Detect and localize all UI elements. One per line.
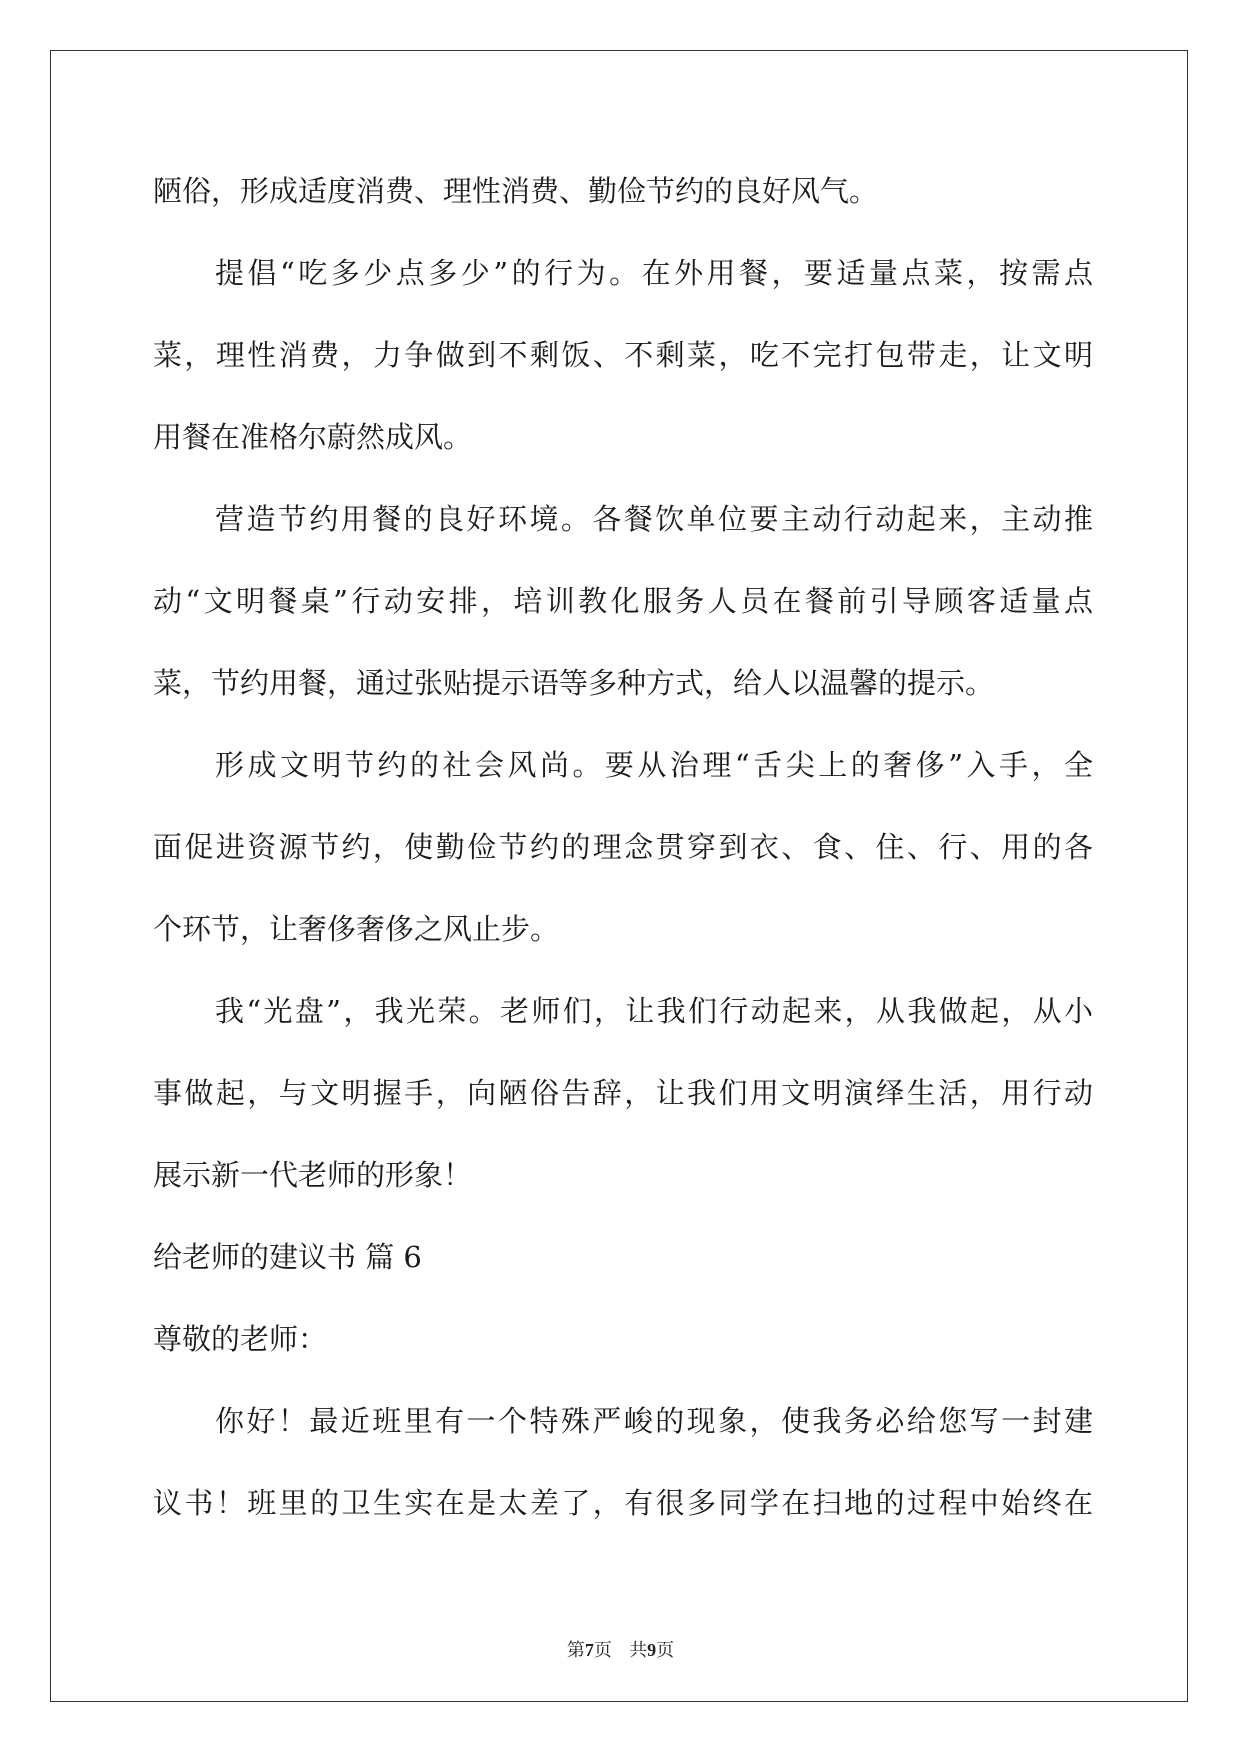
document-body [153,150,1093,1544]
text-line: 陋俗，形成适度消费、理性消费、勤俭节约的良好风气。 [153,174,879,208]
page-mid: 页 共 [593,1640,648,1661]
text-line: 我“光盘”，我光荣。老师们，让我们行动起来，从我做起，从小 [215,994,1093,1028]
section-heading: 给老师的建议书 篇 6 [153,1240,422,1274]
page-current: 7 [584,1640,594,1660]
text-line: 议书！班里的卫生实在是太差了，有很多同学在扫地的过程中始终在 [153,1486,1093,1520]
text-line: 个环节，让奢侈奢侈之风止步。 [153,912,560,946]
page-suffix: 页 [656,1640,675,1661]
page-prefix: 第 [566,1640,585,1661]
text-line: 事做起，与文明握手，向陋俗告辞，让我们用文明演绎生活，用行动 [153,1076,1093,1110]
page-total: 9 [647,1640,657,1660]
text-line: 菜，理性消费，力争做到不剩饭、不剩菜，吃不完打包带走，让文明 [153,338,1093,372]
text-line: 用餐在准格尔蔚然成风。 [153,420,473,454]
text-line: 菜，节约用餐，通过张贴提示语等多种方式，给人以温馨的提示。 [153,666,995,700]
text-line: 展示新一代老师的形象！ [153,1158,473,1192]
text-line: 面促进资源节约，使勤俭节约的理念贯穿到衣、食、住、行、用的各 [153,830,1093,864]
text-line: 提倡“吃多少点多少”的行为。在外用餐，要适量点菜，按需点 [215,256,1093,290]
salutation: 尊敬的老师： [153,1322,328,1356]
text-line: 形成文明节约的社会风尚。要从治理“舌尖上的奢侈”入手，全 [215,748,1093,782]
text-line: 动“文明餐桌”行动安排，培训教化服务人员在餐前引导顾客适量点 [153,584,1093,618]
page-footer [0,1636,1241,1662]
text-line: 你好！最近班里有一个特殊严峻的现象，使我务必给您写一封建 [215,1404,1093,1438]
text-line: 营造节约用餐的良好环境。各餐饮单位要主动行动起来，主动推 [215,502,1093,536]
